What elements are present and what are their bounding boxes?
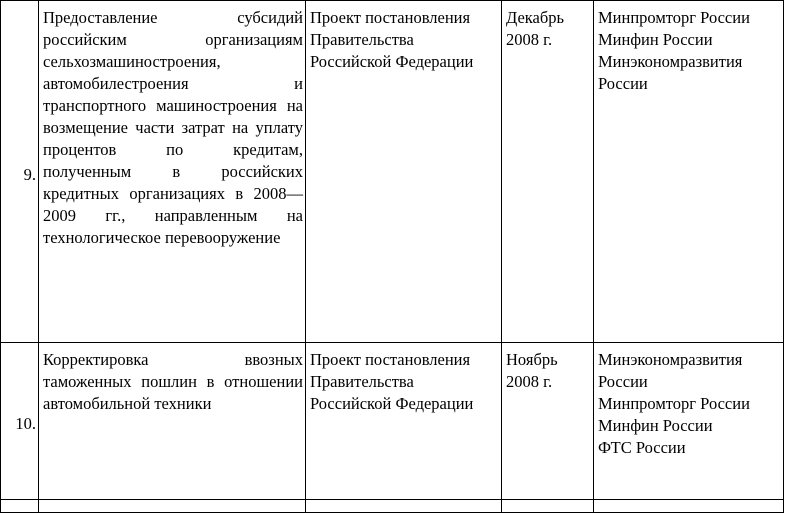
row-number: 10. — [1, 343, 39, 500]
document-type: Проект постановления Правительства Российской Федерации — [306, 343, 502, 500]
deadline: Ноябрь 2008 г. — [502, 343, 594, 500]
deadline: Декабрь 2008 г. — [502, 1, 594, 343]
measure-description: Предоставление субсидий российским организациям сельхозмашиностроения, автомобилестроения и транспортного машиностроения на возмещение части затрат на уплату процентов по кредитам, полученным в российских кредитных организациях в 2008—2009 гг., направленным на технологическое перевооружение — [39, 1, 306, 343]
responsible-agency: Минэкономразвития России — [598, 350, 743, 391]
table-row-partial — [1, 500, 784, 513]
table-row — [1, 343, 784, 500]
responsible-agencies — [594, 343, 784, 500]
responsible-agency: ФТС России — [598, 438, 686, 457]
measure-description: Корректировка ввозных таможенных пошлин в отношении автомобильной техники — [39, 343, 306, 500]
responsible-agency: Минпромторг России — [598, 8, 750, 27]
responsible-agency: Минэкономразвития России — [598, 52, 743, 93]
row-number: 9. — [1, 1, 39, 343]
responsible-agency: Минфин России — [598, 416, 713, 435]
responsible-agency: Минфин России — [598, 30, 713, 49]
responsible-agencies — [594, 1, 784, 343]
responsible-agency: Минпромторг России — [598, 394, 750, 413]
document-type: Проект постановления Правительства Российской Федерации — [306, 1, 502, 343]
table-row — [1, 1, 784, 343]
